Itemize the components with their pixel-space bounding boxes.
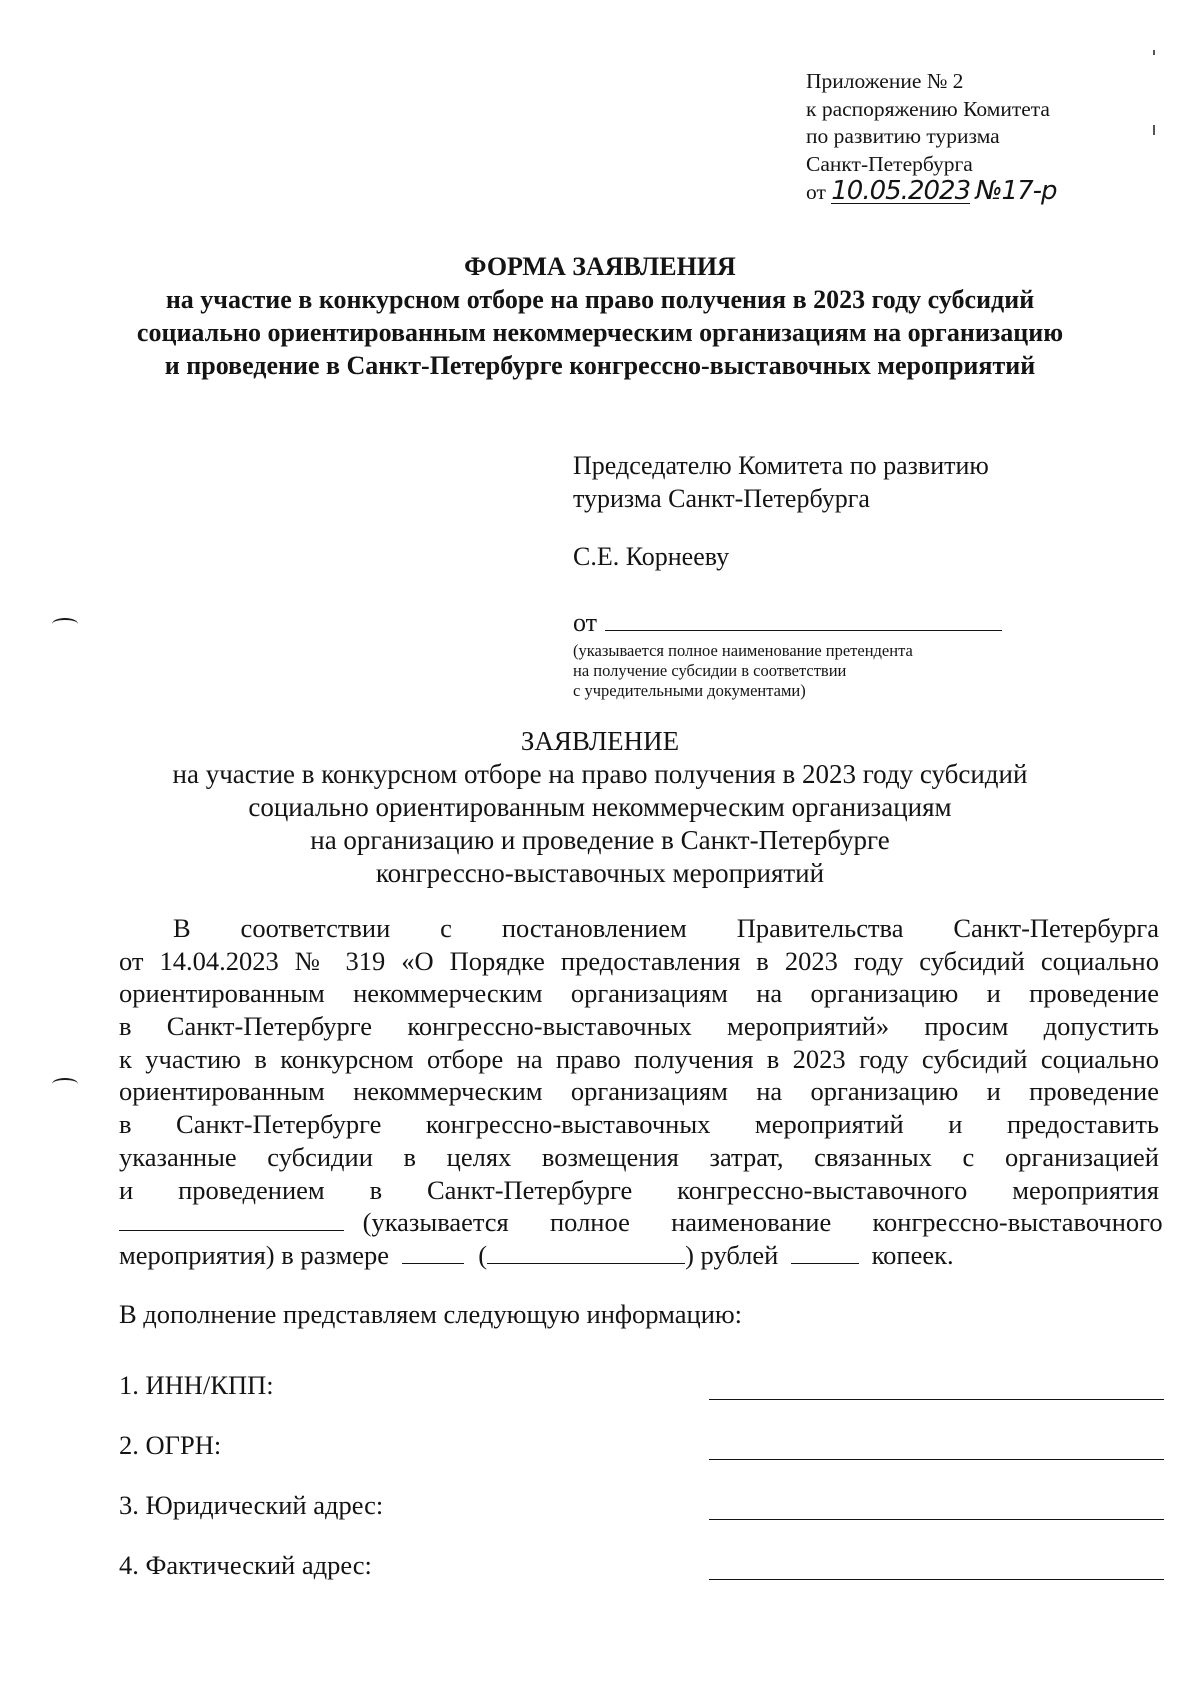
- application-title-line: социально ориентированным некоммерческим организациям: [248, 792, 952, 822]
- body-line: ориентированным некоммерческим организациям на организацию и проведение: [119, 1076, 1159, 1107]
- amount-number-blank[interactable]: [402, 1241, 464, 1264]
- from-note: [573, 641, 1043, 701]
- amount-row: [119, 1239, 1159, 1272]
- event-note: (указывается полное наименование конгрессно-выставочного: [362, 1207, 1163, 1238]
- from-note-line: на получение субсидии в соответствии: [573, 661, 847, 680]
- form-title-line: и проведение в Санкт-Петербурге конгрессно-выставочных мероприятий: [164, 351, 1036, 380]
- handwritten-date: 10.05.2023: [831, 176, 971, 206]
- body-line: в Санкт-Петербурге конгрессно-выставочных мероприятий и предоставить: [119, 1109, 1159, 1140]
- field-actual-address: [119, 1549, 1169, 1609]
- handwritten-number: №17-р: [975, 176, 1057, 206]
- body-line: указанные субсидии в целях возмещения затрат, связанных с организацией: [119, 1141, 1159, 1172]
- field-legal-address: [119, 1489, 1169, 1549]
- punch-mark-icon: [52, 1078, 78, 1090]
- amount-prefix: мероприятия) в размере: [119, 1239, 390, 1270]
- field-label: 3. Юридический адрес:: [119, 1490, 384, 1520]
- appendix-line: Приложение № 2: [806, 69, 964, 93]
- from-note-line: (указывается полное наименование претендента: [573, 641, 913, 660]
- kopecks-blank[interactable]: [791, 1241, 859, 1264]
- from-label: от: [573, 608, 598, 637]
- body-line: ориентированным некоммерческим организациям на организацию и проведение: [119, 978, 1159, 1009]
- application-heading: ЗАЯВЛЕНИЕ: [520, 726, 680, 756]
- body-paragraph: [119, 912, 1163, 1272]
- field-label: 2. ОГРН:: [119, 1430, 222, 1460]
- info-fields: [119, 1369, 1169, 1609]
- amount-rubles-label: ) рублей: [685, 1239, 779, 1270]
- form-title-line: социально ориентированным некоммерческим организациям на организацию: [136, 318, 1064, 347]
- date-prefix: от: [806, 180, 826, 204]
- kopecks-label: копеек.: [871, 1239, 954, 1270]
- appendix-date-row: [806, 178, 1136, 207]
- appendix-line: по развитию туризма: [806, 124, 1000, 148]
- from-row: [573, 606, 1043, 639]
- appendix-line: к распоряжению Комитета: [806, 96, 1050, 121]
- amount-words-blank[interactable]: [487, 1241, 685, 1264]
- punch-mark-icon: [52, 618, 78, 630]
- addressee-line: Председателю Комитета по развитию: [573, 451, 989, 480]
- field-blank-actual-address[interactable]: [709, 1579, 1164, 1580]
- scan-speck-icon: [1153, 125, 1155, 135]
- application-title-line: на организацию и проведение в Санкт-Петербурге: [310, 825, 890, 855]
- field-blank-legal-address[interactable]: [709, 1519, 1164, 1520]
- event-name-blank[interactable]: [119, 1208, 344, 1231]
- appendix-header: [806, 68, 1136, 207]
- body-line: в Санкт-Петербурге конгрессно-выставочных мероприятий» просим допустить: [119, 1011, 1159, 1042]
- body-line: и проведением в Санкт-Петербурге конгрессно-выставочного мероприятия: [119, 1174, 1159, 1205]
- addressee-line: туризма Санкт-Петербурга: [573, 484, 870, 513]
- field-label: 4. Фактический адрес:: [119, 1550, 372, 1580]
- field-label: 1. ИНН/КПП:: [119, 1370, 274, 1400]
- form-heading: ФОРМА ЗАЯВЛЕНИЯ: [464, 252, 736, 281]
- addressee-block: [573, 449, 1043, 701]
- field-blank-inn-kpp[interactable]: [709, 1399, 1164, 1400]
- form-title: [60, 250, 1140, 382]
- field-blank-ogrn[interactable]: [709, 1459, 1164, 1460]
- addition-intro: В дополнение представляем следующую информацию:: [119, 1299, 743, 1329]
- event-name-row: [119, 1206, 1163, 1239]
- scan-speck-icon: [1153, 50, 1155, 55]
- from-note-line: с учредительными документами): [573, 681, 806, 700]
- amount-open-paren: (: [478, 1239, 488, 1270]
- body-line: В соответствии с постановлением Правительства Санкт-Петербурга: [173, 913, 1159, 943]
- form-title-line: на участие в конкурсном отборе на право получения в 2023 году субсидий: [165, 285, 1035, 314]
- application-title-line: на участие в конкурсном отборе на право получения в 2023 году субсидий: [172, 759, 1028, 789]
- addressee-name: С.Е. Корнееву: [573, 542, 730, 571]
- application-title-line: конгрессно-выставочных мероприятий: [375, 858, 825, 888]
- applicant-name-blank[interactable]: [605, 610, 1002, 631]
- appendix-line: Санкт-Петербурга: [806, 151, 973, 176]
- field-ogrn: [119, 1429, 1169, 1489]
- field-inn-kpp: [119, 1369, 1169, 1429]
- body-line: к участию в конкурсном отборе на право получения в 2023 году субсидий социально: [119, 1043, 1159, 1074]
- body-line: от 14.04.2023 № 319 «О Порядке предоставления в 2023 году субсидий социально: [119, 945, 1159, 976]
- application-title: [60, 725, 1140, 890]
